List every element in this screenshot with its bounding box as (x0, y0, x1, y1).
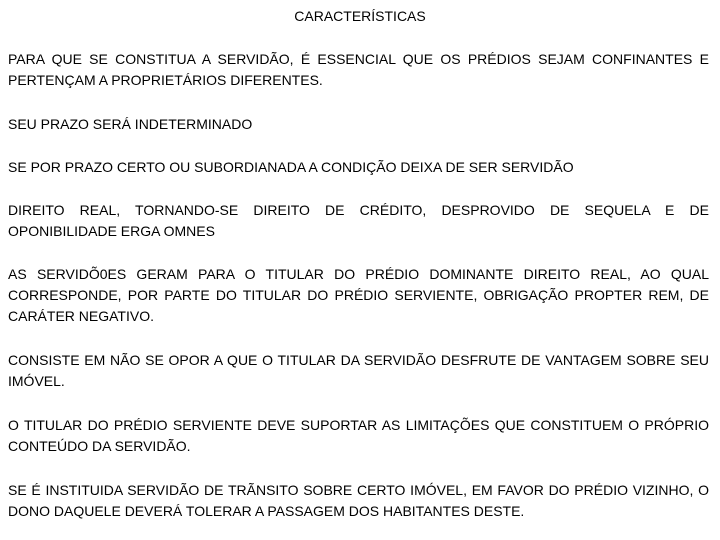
paragraph-servidao-transito: SE É INSTITUIDA SERVIDÃO DE TRÃNSITO SOBRE CERTO IMÓVEL, EM FAVOR DO PRÉDIO VIZINHO, O DONO DAQUELE DEVERÁ TOLERAR A PASSAGEM DOS HABITANTES DESTE. (8, 482, 709, 519)
paragraph-prazo-certo: SE POR PRAZO CERTO OU SUBORDIANADA A CONDIÇÃO DEIXA DE SER SERVIDÃO (8, 159, 574, 175)
paragraph-limitacoes: O TITULAR DO PRÉDIO SERVIENTE DEVE SUPORTAR AS LIMITAÇÕES QUE CONSTITUEM O PRÓPRIO CONTEÚDO DA SERVIDÃO. (8, 417, 709, 454)
paragraph-direito-real: DIREITO REAL, TORNANDO-SE DIREITO DE CRÉDITO, DESPROVIDO DE SEQUELA E DE OPONIBILIDADE ERGA OMNES (8, 202, 709, 239)
paragraph-confinantes: PARA QUE SE CONSTITUA A SERVIDÃO, É ESSENCIAL QUE OS PRÉDIOS SEJAM CONFINANTES E PERTENÇAM A PROPRIETÁRIOS DIFERENTES. (8, 51, 709, 88)
paragraph-obrigacao-propter-rem: AS SERVIDÕ0ES GERAM PARA O TITULAR DO PRÉDIO DOMINANTE DIREITO REAL, AO QUAL CORRESPONDE, POR PARTE DO TITULAR DO PRÉDIO SERVIENTE, OBRIGAÇÃO PROPTER REM, DE CARÁTER NEGATIVO. (8, 266, 709, 324)
paragraph-prazo-indeterminado: SEU PRAZO SERÁ INDETERMINADO (8, 116, 253, 132)
paragraph-nao-se-opor: CONSISTE EM NÃO SE OPOR A QUE O TITULAR DA SERVIDÃO DESFRUTE DE VANTAGEM SOBRE SEU IMÓVEL. (8, 352, 709, 389)
document-title: CARACTERÍSTICAS (294, 8, 426, 24)
